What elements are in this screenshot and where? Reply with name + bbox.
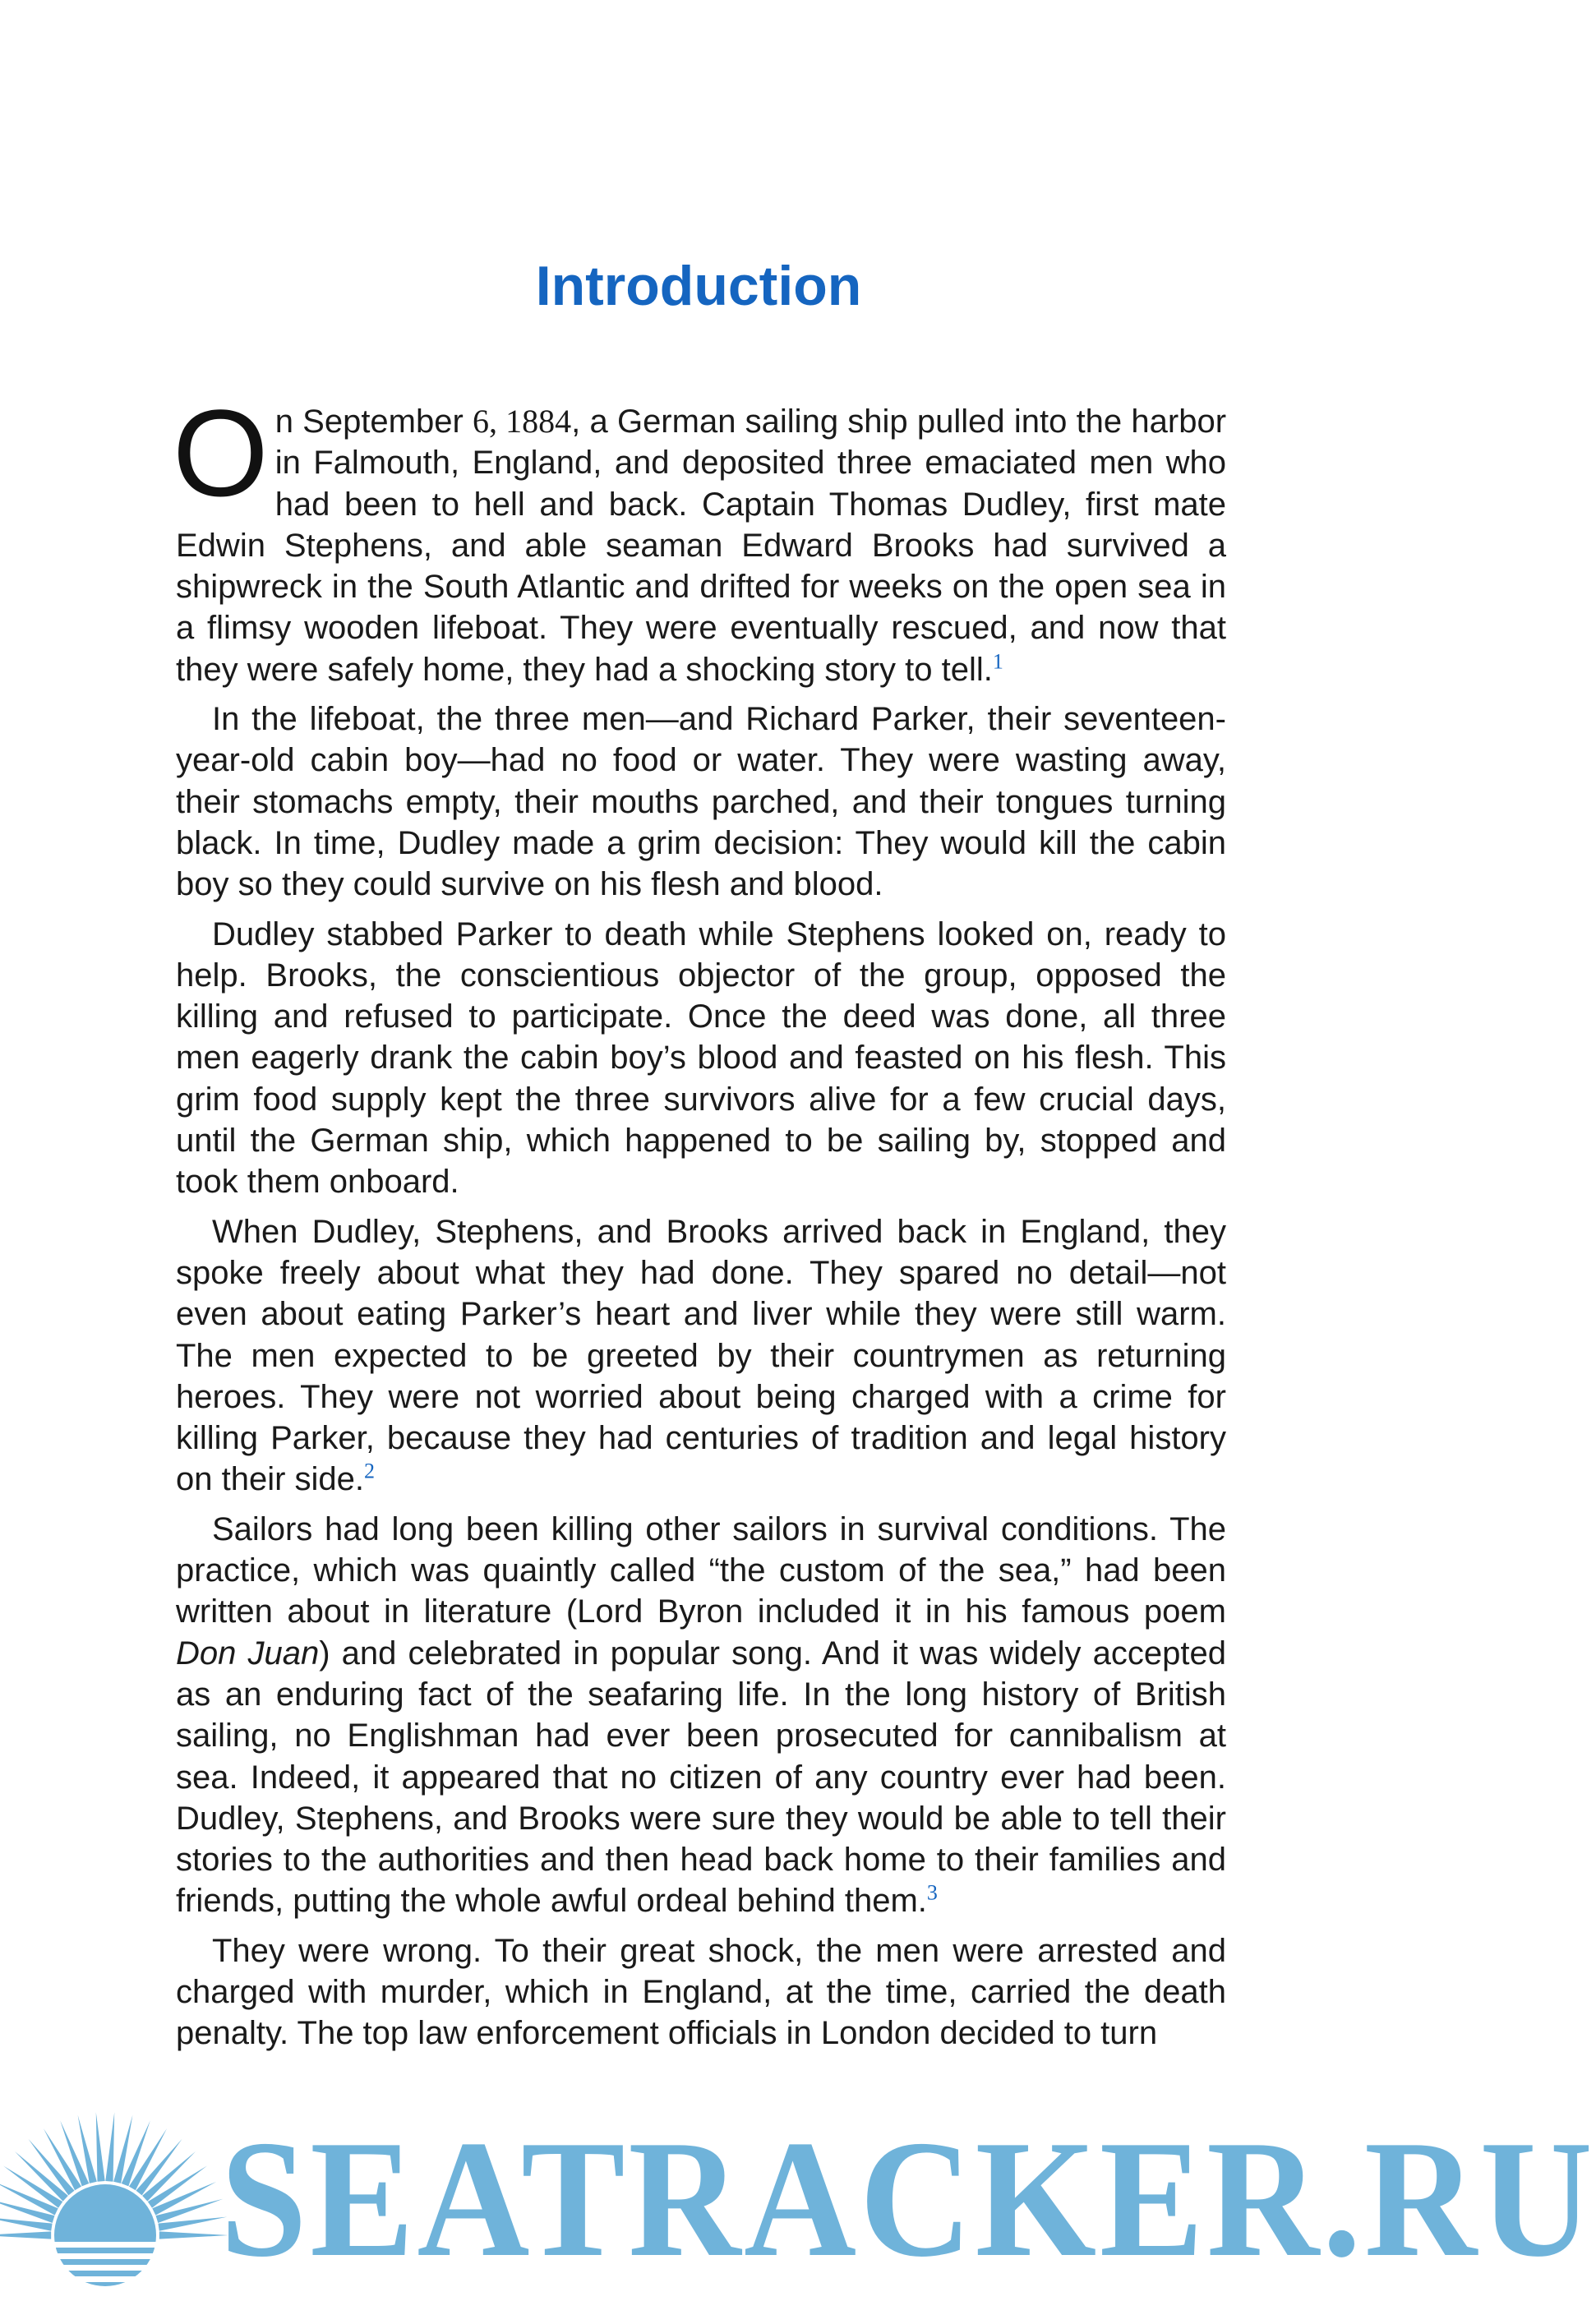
paragraph-2: In the lifeboat, the three men—and Richard Parker, their seventeen-year-old cabin boy—had no food or water. They were wasting away, their stomachs empty, their mouths parched, and their tongues turning black. In time, Dudley made a grim decision: They would kill the cabin boy so they could survive on his flesh and blood.: [176, 701, 1226, 903]
sun-logo-icon: [0, 2096, 222, 2301]
paragraph-5-text-a: Sailors had long been killing other sailors in survival conditions. The practice, which was quaintly called “the custom of the sea,” had been written about in literature (Lord Byron included it in his famous poem: [176, 1510, 1226, 1630]
paragraph-4: [176, 1211, 1226, 1501]
paragraph-1-text-b: , a German sailing ship pulled into the harbor in Falmouth, England, and deposited three emaciated men who had been to hell and back. Captain Thomas Dudley, first mate Edwin Stephens, and able seaman Edward Brooks had survived a shipwreck in the South Atlantic and drifted for weeks on the open sea in a flimsy wooden lifeboat. They were eventually rescued, and now that they were safely home, they had a shocking story to tell.: [176, 403, 1227, 688]
drop-cap: O: [173, 384, 269, 522]
body-text: [173, 384, 1227, 2063]
watermark-text: SEATRACKER.RU: [220, 2106, 1596, 2292]
paragraph-1: [173, 384, 1227, 690]
page-title: Introduction: [535, 254, 862, 317]
paragraph-3: Dudley stabbed Parker to death while Stephens looked on, ready to help. Brooks, the conscientious objector of the group, opposed the killing and refused to participate. Once the deed was done, all three men eagerly drank the cabin boy’s blood and feasted on his flesh. This grim food supply kept the three survivors alive for a few crucial days, until the German ship, which happened to be sailing by, stopped and took them onboard.: [176, 915, 1226, 1201]
paragraph-4-text: When Dudley, Stephens, and Brooks arrived back in England, they spoke freely about what they had done. They spared no detail—not even about eating Parker’s heart and liver while they were still warm. The men expected to be greeted by their countrymen as returning heroes. They were not worried about being charged with a crime for killing Parker, because they had centuries of tradition and legal history on their side.: [176, 1213, 1226, 1498]
footnote-ref-2[interactable]: 2: [364, 1459, 376, 1484]
paragraph-5-text-b: ) and celebrated in popular song. And it was widely accepted as an enduring fact of the seafaring life. In the long history of British sailing, no Englishman had ever been prosecuted for cannibalism at sea. Indeed, it appeared that no citizen of any country ever had been. Dudley, Stephens, and Brooks were sure they would be able to tell their stories to the authorities and then head back home to their families and friends, putting the whole awful ordeal behind them.: [176, 1635, 1226, 1920]
paragraph-1-text-a: n September: [274, 403, 473, 440]
paragraph-5-title-italic: Don Juan: [176, 1635, 320, 1672]
footnote-ref-3[interactable]: 3: [926, 1881, 938, 1906]
paragraph-6: They were wrong. To their great shock, the men were arrested and charged with murder, which in England, at the time, carried the death penalty. The top law enforcement officials in London decided to turn: [176, 1932, 1226, 2052]
paragraph-1-date: 6, 1884: [473, 403, 572, 440]
watermark-banner: [0, 2096, 1596, 2301]
paragraph-5: [176, 1509, 1226, 1922]
footnote-ref-1[interactable]: 1: [992, 649, 1003, 674]
